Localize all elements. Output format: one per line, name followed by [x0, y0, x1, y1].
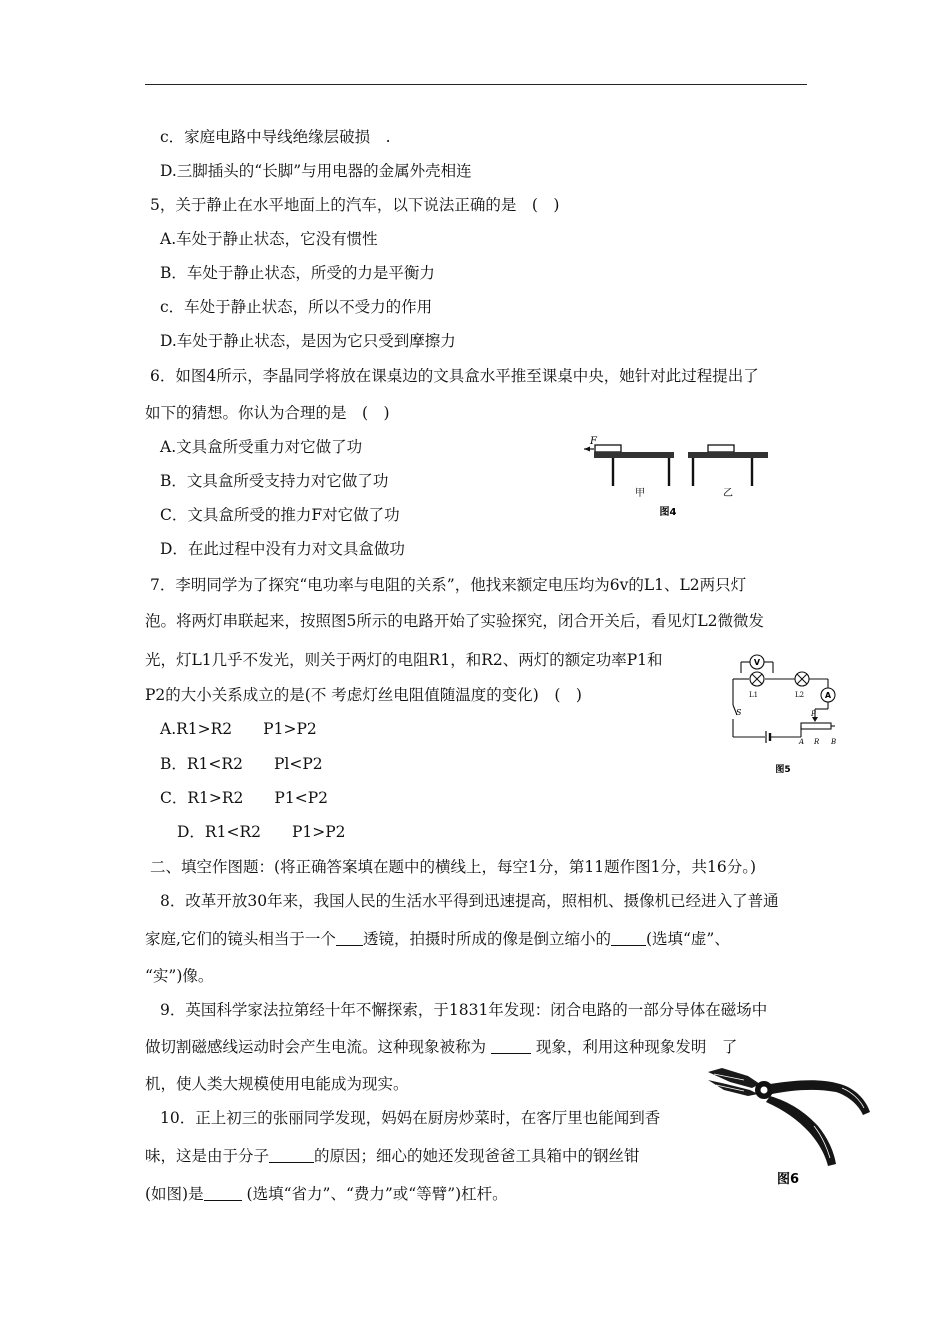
- q8-blank-lens-type[interactable]: [336, 929, 363, 946]
- q7-stem-line1: 7．李明同学为了探究“电功率与电阻的关系”，他找来额定电压均为6v的L1、L2两只灯: [150, 576, 747, 594]
- q5-option-c: c．车处于静止状态，所以不受力的作用: [160, 298, 433, 316]
- q9-stem-line2: 做切割磁感线运动时会产生电流。这种现象被称为 现象，利用这种现象发明 了: [145, 1038, 738, 1056]
- fig4-label-yi: 乙: [723, 488, 733, 499]
- q8-stem-line1: 8．改革开放30年来，我国人民的生活水平得到迅速提高，照相机、摄像机已经进入了普通: [160, 892, 779, 910]
- q5-option-d: D.车处于静止状态，是因为它只受到摩擦力: [160, 332, 456, 350]
- q6-stem-line2: 如下的猜想。你认为合理的是 ( ): [145, 404, 390, 422]
- fig5-switch-label: S: [736, 708, 742, 717]
- q9-blank-phenomenon[interactable]: [491, 1037, 531, 1054]
- q6-stem-line1: 6．如图4所示，李晶同学将放在课桌边的文具盒水平推至课桌中央，她针对此过程提出了: [150, 367, 759, 385]
- q7-option-b: B．R1<R2 Pl<P2: [160, 755, 323, 773]
- fig4-pencil-box-left: [595, 445, 621, 452]
- pliers-icon: [708, 1068, 870, 1166]
- fig4-desk-right: [688, 452, 768, 458]
- fig5-slider-label: P: [811, 710, 816, 718]
- q10-stem-line1: 10．正上初三的张丽同学发现，妈妈在厨房炒菜时，在客厅里也能闻到香: [160, 1109, 661, 1127]
- q5-option-a: A.车处于静止状态，它没有惯性: [160, 230, 378, 248]
- q6-option-d: D．在此过程中没有力对文具盒做功: [160, 540, 405, 558]
- fig4-pencil-box-right: [708, 445, 734, 452]
- fig4-desk-left: [594, 452, 674, 458]
- q5-stem: 5，关于静止在水平地面上的汽车，以下说法正确的是 ( ): [150, 196, 560, 214]
- fig5-caption: 图5: [775, 765, 791, 775]
- section-2-heading: 二、填空作图题：(将正确答案填在题中的横线上，每空1分，第11题作图1分，共16分。): [150, 858, 757, 876]
- fig6-caption: 图6: [776, 1172, 800, 1187]
- q10-blank-molecule[interactable]: [269, 1146, 314, 1163]
- fig4-label-jia: 甲: [635, 488, 645, 499]
- header-rule: [145, 84, 807, 85]
- q10-blank-lever-type[interactable]: [204, 1184, 242, 1201]
- q7-option-c: C．R1>R2 P1<P2: [160, 789, 328, 807]
- q8-stem-line2: 家庭,它们的镜头相当于一个 透镜，拍摄时所成的像是倒立缩小的 (选填“虚”、: [145, 930, 730, 948]
- q4-option-d: D.三脚插头的“长脚”与用电器的金属外壳相连: [160, 162, 472, 180]
- q6-option-c: C．文具盒所受的推力F对它做了功: [160, 506, 400, 524]
- fig5-voltmeter-label: V: [753, 658, 761, 667]
- fig5-lamp2-label: L2: [795, 691, 805, 699]
- q8-stem-line3: “实”)像。: [145, 967, 214, 985]
- q9-stem-line3: 机，使人类大规模使用电能成为现实。: [145, 1075, 409, 1093]
- figure-4-desk-diagram: [580, 436, 780, 526]
- figure-5-circuit-diagram: [725, 653, 850, 778]
- q7-stem-line4: P2的大小关系成立的是(不 考虑灯丝电阻值随温度的变化) ( ): [145, 686, 582, 704]
- fig5-rheo-b: B: [831, 738, 837, 746]
- q6-option-a: A.文具盒所受重力对它做了功: [160, 438, 363, 456]
- fig4-caption: 图4: [659, 507, 677, 518]
- q10-stem-line3: (如图)是 (选填“省力”、“费力”或“等臂”)杠杆。: [145, 1185, 508, 1203]
- q5-option-b: B．车处于静止状态，所受的力是平衡力: [160, 264, 435, 282]
- fig5-ammeter-label: A: [824, 691, 832, 700]
- fig5-lamp1-label: L1: [749, 691, 759, 699]
- q6-option-b: B．文具盒所受支持力对它做了功: [160, 472, 389, 490]
- figure-6-pliers: [700, 1060, 880, 1190]
- q10-stem-line2: 味，这是由于分子 的原因；细心的她还发现爸爸工具箱中的钢丝钳: [145, 1147, 640, 1165]
- q7-option-d: D．R1<R2 P1>P2: [177, 823, 346, 841]
- fig5-rheo-a: A: [799, 738, 805, 746]
- fig4-force-label: F: [590, 436, 597, 447]
- q8-blank-image-type[interactable]: [611, 929, 646, 946]
- q7-stem-line3: 光，灯L1几乎不发光，则关于两灯的电阻R1，和R2、两灯的额定功率P1和: [145, 651, 663, 669]
- q7-option-a: A.R1>R2 P1>P2: [160, 720, 317, 738]
- q9-stem-line1: 9．英国科学家法拉第经十年不懈探索，于1831年发现：闭合电路的一部分导体在磁场中: [160, 1001, 768, 1019]
- q7-stem-line2: 泡。将两灯串联起来，按照图5所示的电路开始了实验探究，闭合开关后，看见灯L2微微发: [145, 612, 765, 630]
- fig5-rheo-r: R: [814, 738, 820, 746]
- q4-option-c: c．家庭电路中导线绝缘层破损 .: [160, 128, 391, 146]
